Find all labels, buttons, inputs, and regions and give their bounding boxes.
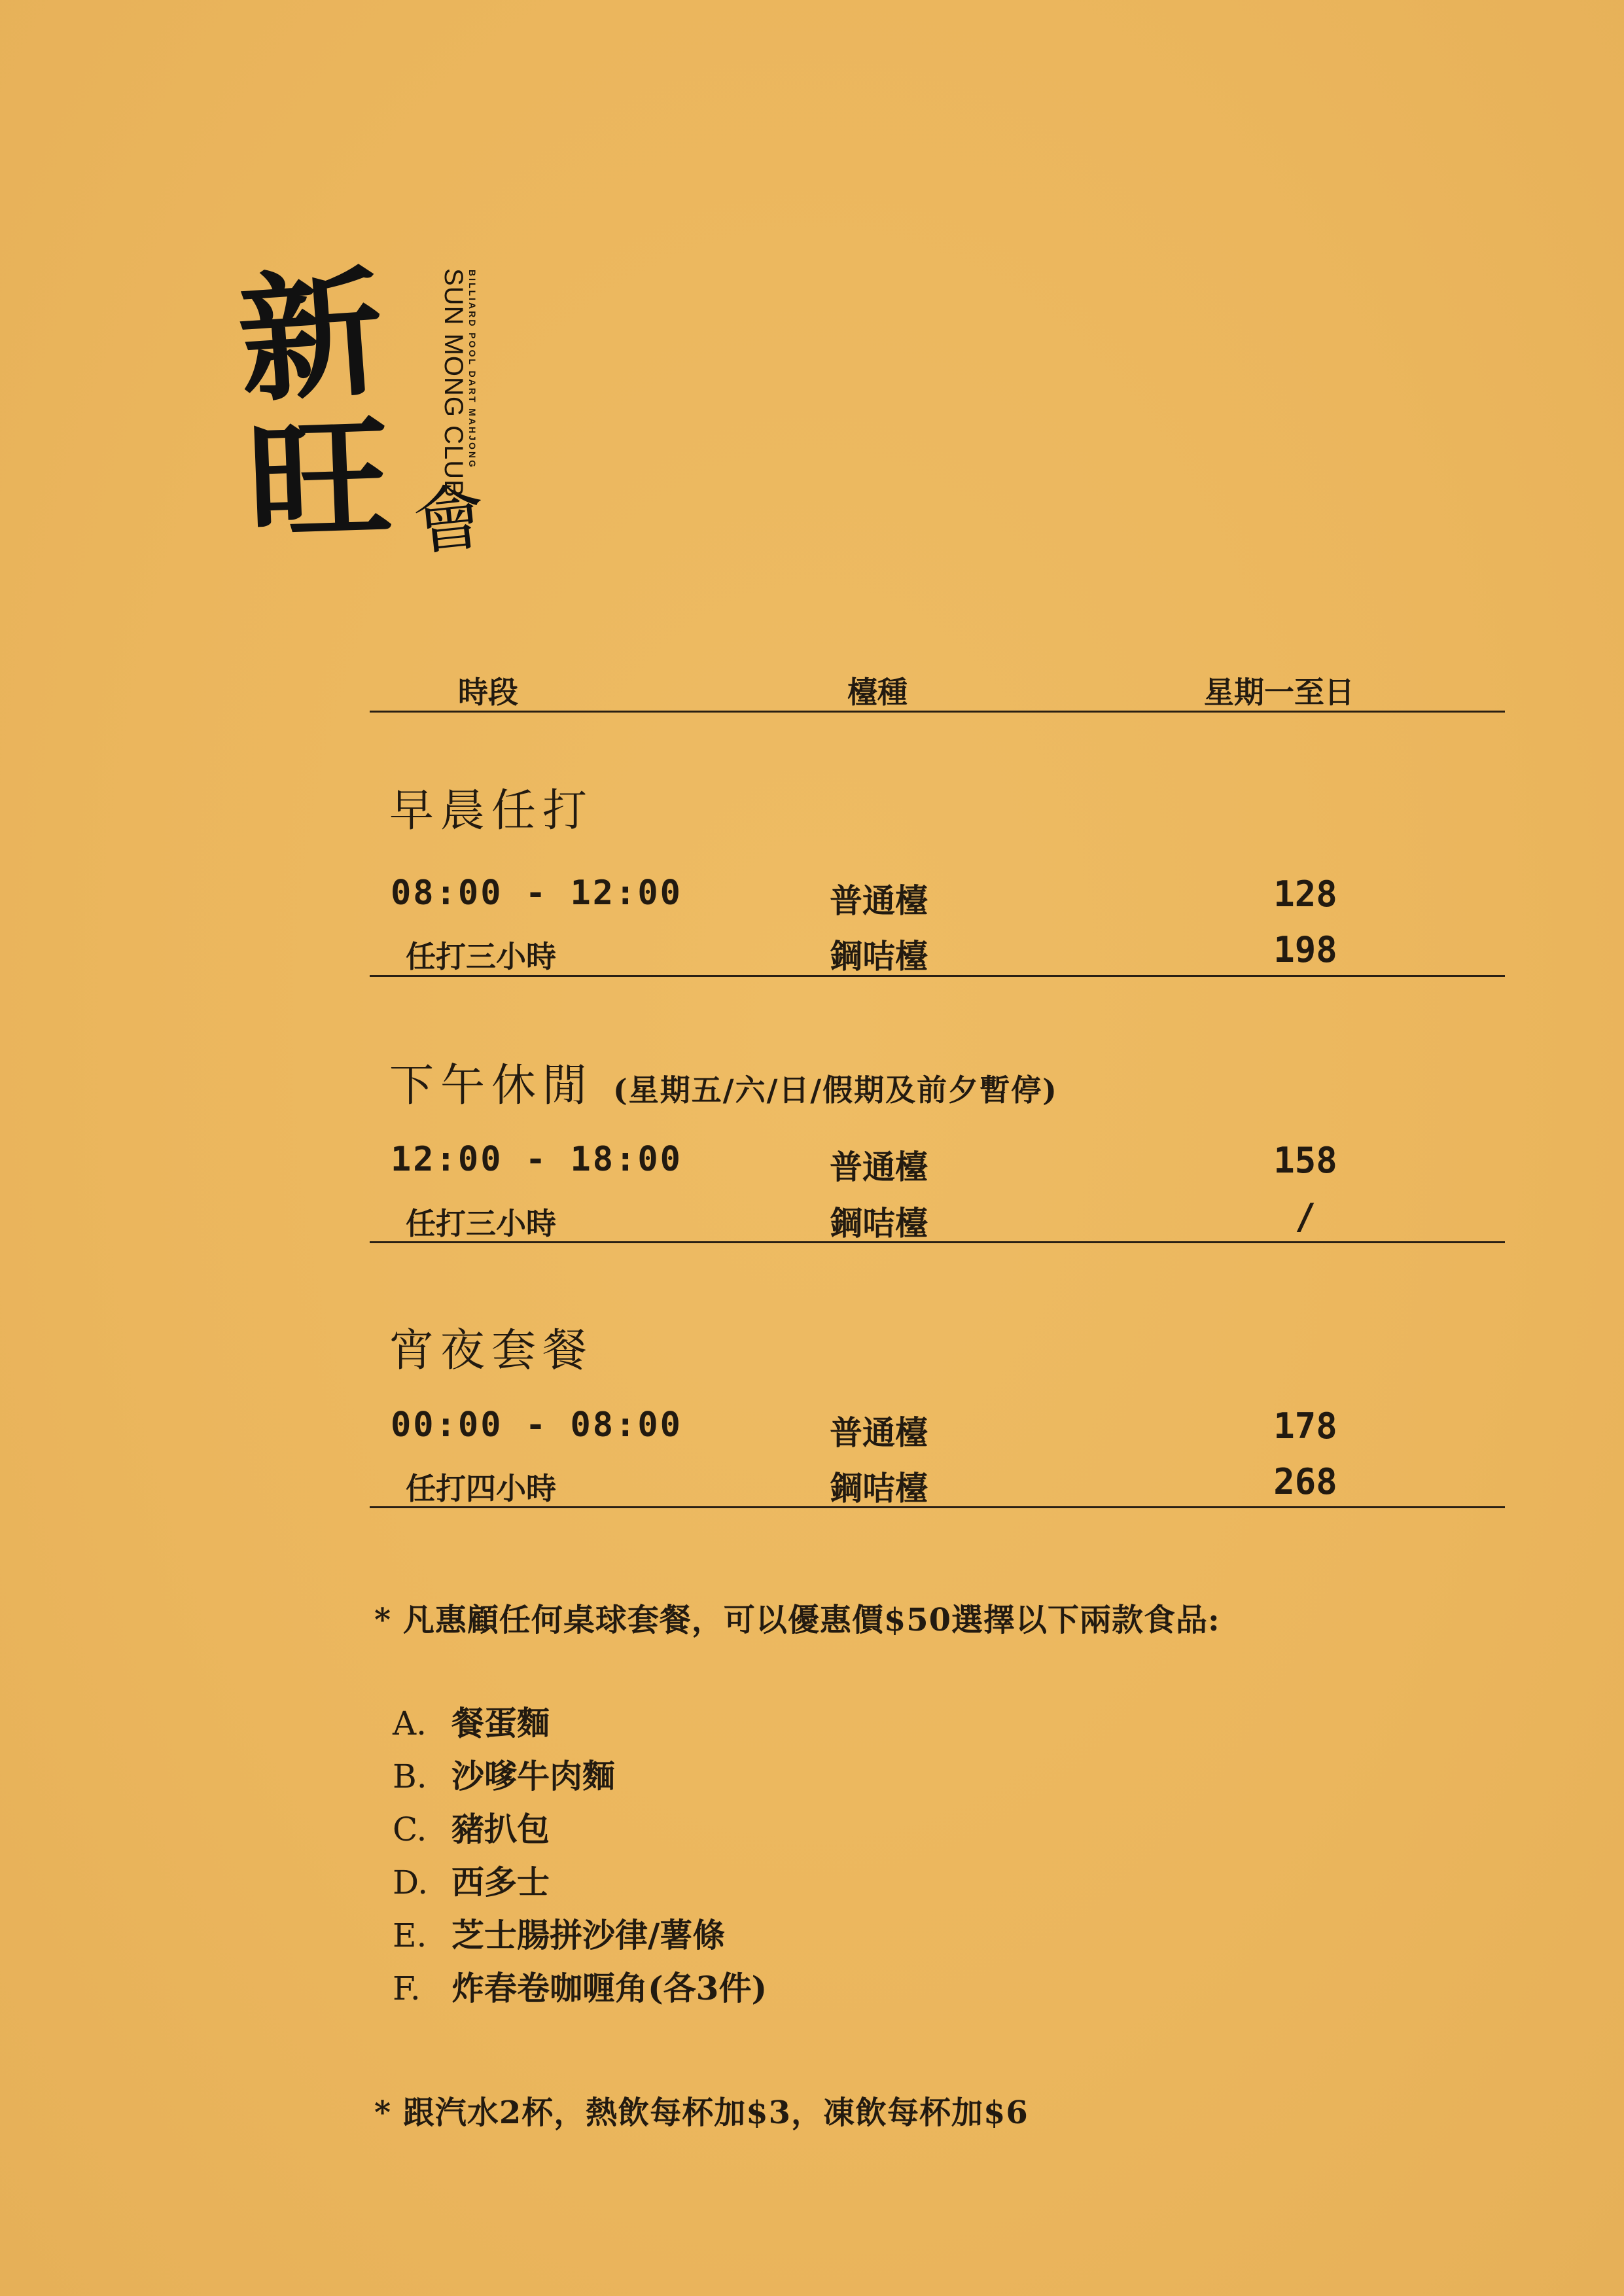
price: 198 xyxy=(1273,929,1337,970)
food-name: 西多士 xyxy=(451,1863,550,1901)
list-item xyxy=(393,1856,767,1909)
list-item xyxy=(393,1909,767,1962)
header-weekday-price: 星期一至日 xyxy=(1204,675,1354,710)
food-name: 芝士腸拼沙律/薯條 xyxy=(451,1916,726,1954)
logo-char-club: 會 xyxy=(409,474,490,566)
food-letter: A. xyxy=(393,1704,427,1742)
logo-english-name: SUN MONG CLUB xyxy=(439,268,468,498)
logo-char-mong: 旺 xyxy=(244,401,395,560)
price: 128 xyxy=(1273,874,1337,915)
price-table-header xyxy=(370,667,1505,713)
food-letter: F. xyxy=(393,1969,421,2007)
section-title-morning xyxy=(389,775,593,839)
section-divider xyxy=(370,975,1505,977)
food-name: 炸春卷咖喱角(各3件) xyxy=(451,1969,768,2007)
table-row xyxy=(370,929,1505,981)
table-type: 鋼咭檯 xyxy=(830,937,928,976)
price: 158 xyxy=(1273,1140,1337,1181)
table-type: 鋼咭檯 xyxy=(830,1469,928,1508)
food-letter: E. xyxy=(393,1916,427,1954)
list-item xyxy=(393,1962,767,2015)
section-divider xyxy=(370,1506,1505,1508)
food-letter: B. xyxy=(393,1757,427,1795)
price: / xyxy=(1294,1196,1316,1237)
section-title-afternoon xyxy=(389,1050,1058,1114)
food-offer-note: * 凡惠顧任何桌球套餐，可以優惠價$50選擇以下兩款食品: xyxy=(374,1602,1220,1638)
table-row xyxy=(370,1461,1505,1513)
logo-tagline: BILLIARD POOL DART MAHJONG xyxy=(467,270,478,469)
duration: 任打三小時 xyxy=(406,939,556,974)
table-row xyxy=(370,1405,1505,1458)
section-title-late-night xyxy=(389,1315,593,1379)
logo-char-sun: 新 xyxy=(232,251,389,423)
list-item xyxy=(393,1803,767,1856)
duration: 任打四小時 xyxy=(406,1471,556,1506)
club-logo xyxy=(232,251,491,576)
list-item xyxy=(393,1750,767,1803)
food-letter: C. xyxy=(393,1810,427,1848)
table-type: 普通檯 xyxy=(830,1413,928,1452)
section-divider xyxy=(370,1241,1505,1243)
food-letter: D. xyxy=(393,1863,429,1901)
food-option-list xyxy=(393,1697,767,2015)
table-type: 鋼咭檯 xyxy=(830,1204,928,1243)
section-title-text: 早晨任打 xyxy=(389,785,594,837)
table-row xyxy=(370,874,1505,926)
section-title-text: 下午休閒 xyxy=(389,1060,594,1112)
table-row xyxy=(370,1196,1505,1248)
time-range: 00:00 - 08:00 xyxy=(391,1405,682,1445)
food-name: 豬扒包 xyxy=(451,1810,550,1848)
price: 178 xyxy=(1273,1405,1337,1447)
duration: 任打三小時 xyxy=(406,1206,556,1241)
food-name: 沙嗲牛肉麵 xyxy=(451,1757,615,1795)
header-table-type: 檯種 xyxy=(847,675,908,710)
table-type: 普通檯 xyxy=(830,881,928,920)
header-period: 時段 xyxy=(458,675,518,710)
drink-note: * 跟汽水2杯，熱飲每杯加$3，凍飲每杯加$6 xyxy=(374,2094,1029,2131)
section-note: (星期五/六/日/假期及前夕暫停) xyxy=(613,1072,1058,1108)
table-row xyxy=(370,1140,1505,1192)
time-range: 08:00 - 12:00 xyxy=(391,874,682,913)
table-type: 普通檯 xyxy=(830,1148,928,1186)
time-range: 12:00 - 18:00 xyxy=(391,1140,682,1179)
section-title-text: 宵夜套餐 xyxy=(389,1325,594,1377)
price: 268 xyxy=(1273,1461,1337,1502)
food-name: 餐蛋麵 xyxy=(451,1704,550,1742)
list-item xyxy=(393,1697,767,1750)
